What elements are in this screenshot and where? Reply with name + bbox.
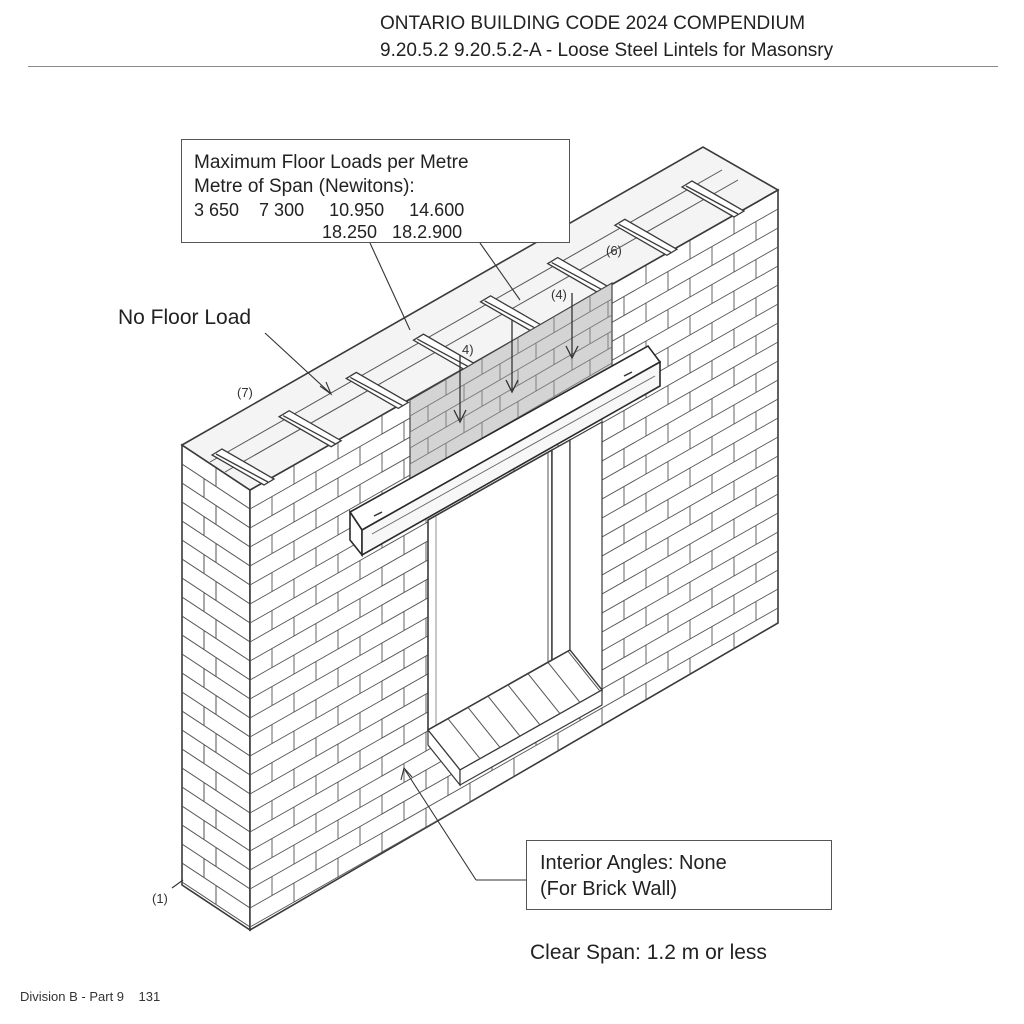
reference-tag-4b: (4) bbox=[551, 287, 567, 302]
wall-end-face bbox=[182, 445, 250, 930]
loads-line-1: Maximum Floor Loads per Metre bbox=[194, 152, 469, 173]
angles-line-1: Interior Angles: None bbox=[540, 852, 727, 874]
reference-tag-7: (7) bbox=[237, 385, 253, 400]
page-footer: Division B - Part 9 131 bbox=[20, 989, 161, 1004]
max-floor-loads-callout bbox=[181, 139, 570, 243]
reference-tag-6: (6) bbox=[606, 243, 622, 258]
header-title: ONTARIO BUILDING CODE 2024 COMPENDIUM bbox=[380, 13, 806, 34]
clear-span-label: Clear Span: 1.2 m or less bbox=[530, 941, 767, 964]
loads-line-2: Metre of Span (Newitons): bbox=[194, 176, 415, 197]
loads-values-row-2: 18.250 18.2.900 bbox=[322, 222, 463, 242]
loads-values-row-1: 3 650 7 300 10.950 14.600 bbox=[194, 200, 465, 220]
no-floor-load-label: No Floor Load bbox=[118, 306, 252, 329]
reference-tag-4a: 4) bbox=[462, 342, 474, 357]
reference-tag-1: (1) bbox=[152, 891, 168, 906]
angles-line-2: (For Brick Wall) bbox=[540, 878, 678, 900]
header-subtitle: 9.20.5.2 9.20.5.2-A - Loose Steel Lintels for Masonsry bbox=[380, 40, 834, 61]
interior-angles-callout bbox=[526, 840, 832, 910]
